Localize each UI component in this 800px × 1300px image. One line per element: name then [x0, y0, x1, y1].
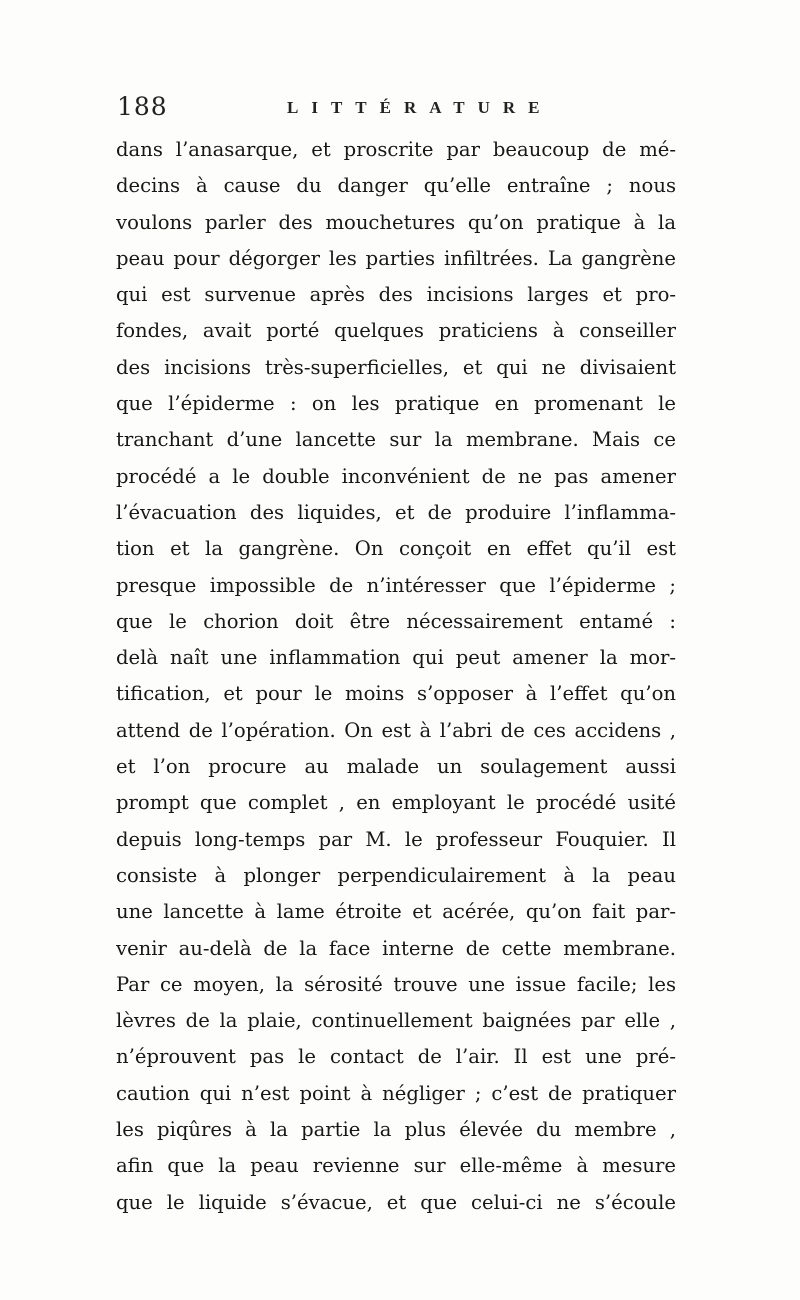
running-title: LITTÉRATURE: [287, 98, 553, 117]
text-line: Par ce moyen, la sérosité trouve une issue facile; les: [116, 972, 676, 996]
text-line: consiste à plonger perpendiculairement à la peau: [116, 863, 676, 887]
text-line: que le liquide s’évacue, et que celui-ci ne s’écoule: [116, 1190, 676, 1214]
text-line: caution qui n’est point à négliger ; c’est de pratiquer: [116, 1081, 676, 1105]
text-line: lèvres de la plaie, continuellement baignées par elle ,: [116, 1009, 676, 1033]
text-line: fondes, avait porté quelques praticiens à conseiller: [116, 319, 676, 343]
text-line: depuis long-temps par M. le professeur Fouquier. Il: [116, 827, 676, 851]
text-line: une lancette à lame étroite et acérée, qu’on fait par-: [116, 900, 676, 924]
text-line: venir au-delà de la face interne de cette membrane.: [116, 936, 676, 960]
text-line: peau pour dégorger les parties infiltrées. La gangrène: [116, 246, 676, 270]
text-line: qui est survenue après des incisions larges et pro-: [116, 283, 676, 307]
text-line: afin que la peau revienne sur elle-même à mesure: [116, 1154, 676, 1178]
page-number: 188: [117, 92, 168, 121]
text-line: tion et la gangrène. On conçoit en effet qu’il est: [116, 537, 676, 561]
text-line: presque impossible de n’intéresser que l’épiderme ;: [116, 573, 676, 597]
text-line: n’éprouvent pas le contact de l’air. Il est une pré-: [116, 1045, 676, 1069]
text-line: voulons parler des mouchetures qu’on pratique à la: [116, 210, 676, 234]
body-text: [116, 132, 676, 1221]
text-line: et l’on procure au malade un soulagement aussi: [116, 755, 676, 779]
text-line: decins à cause du danger qu’elle entraîne ; nous: [116, 174, 676, 198]
text-line: tification, et pour le moins s’opposer à l’effet qu’on: [116, 682, 676, 706]
text-line: delà naît une inflammation qui peut amener la mor-: [116, 646, 676, 670]
text-line: que l’épiderme : on les pratique en promenant le: [116, 392, 676, 416]
text-line: dans l’anasarque, et proscrite par beaucoup de mé-: [116, 138, 676, 161]
page-header: [117, 92, 677, 132]
text-line: procédé a le double inconvénient de ne pas amener: [116, 464, 676, 488]
text-line: des incisions très-superficielles, et qui ne divisaient: [116, 355, 676, 379]
text-line: tranchant d’une lancette sur la membrane. Mais ce: [116, 428, 676, 452]
text-line: que le chorion doit être nécessairement entamé :: [116, 609, 676, 633]
text-line: l’évacuation des liquides, et de produire l’inflamma-: [116, 500, 676, 524]
text-line: attend de l’opération. On est à l’abri de ces accidens ,: [116, 718, 676, 742]
text-line: prompt que complet , en employant le procédé usité: [116, 791, 676, 815]
text-line: les piqûres à la partie la plus élevée du membre ,: [116, 1118, 676, 1142]
